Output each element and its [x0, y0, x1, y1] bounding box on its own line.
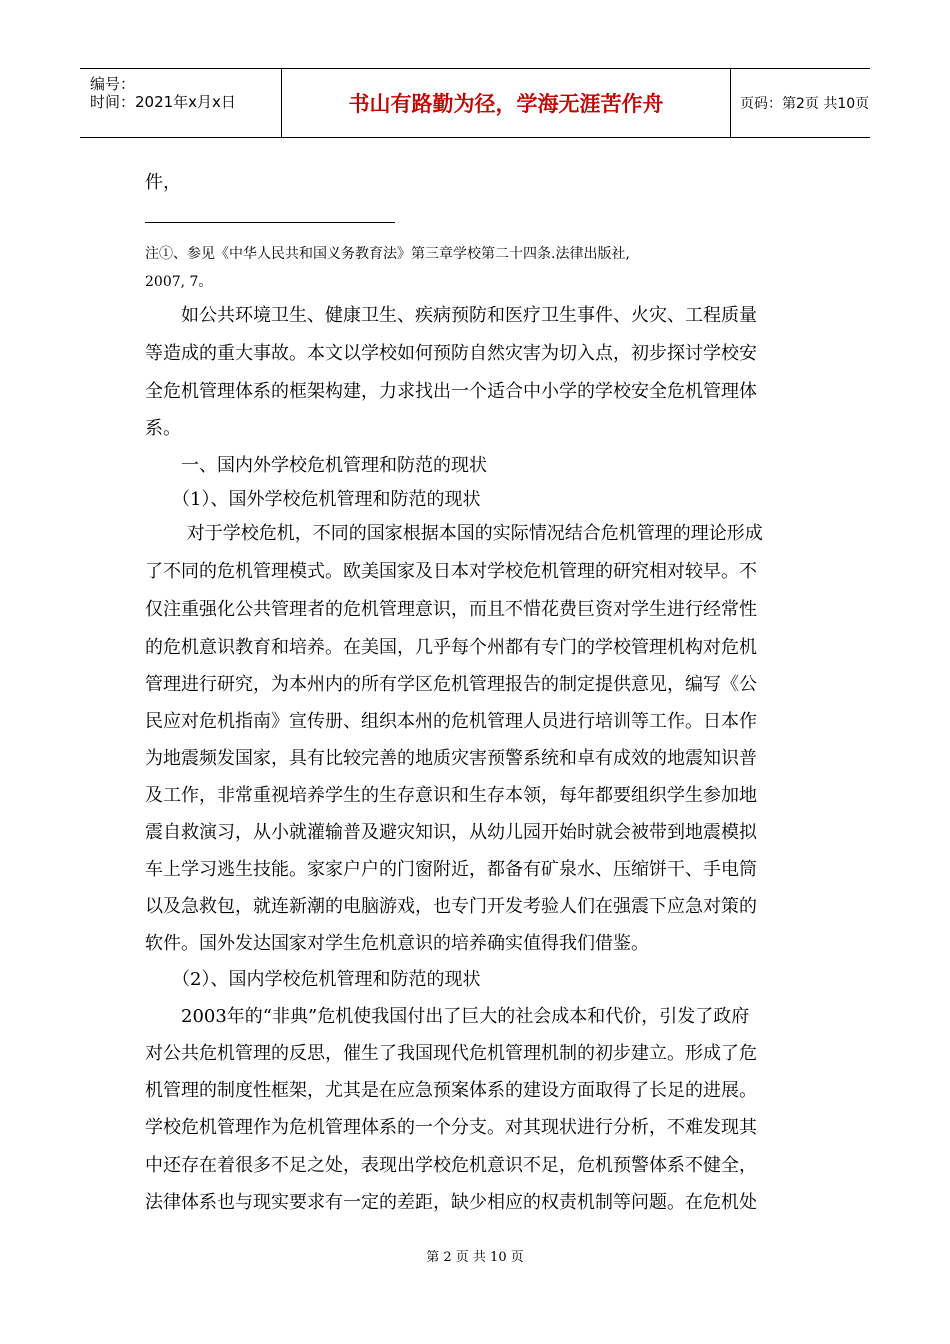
- body-line: 震自救演习，从小就灌输普及避灾知识，从幼儿园开始时就会被带到地震模拟: [145, 822, 757, 843]
- body-line: 系。: [145, 418, 181, 439]
- body-line: 全危机管理体系的框架构建，力求找出一个适合中小学的学校安全危机管理体: [145, 381, 757, 402]
- footnote-line-2: 2007, 7。: [145, 274, 213, 290]
- body-line: 及工作，非常重视培养学生的生存意识和生存本领，每年都要组织学生参加地: [145, 785, 757, 806]
- header-page-info: 页码：第2页 共10页: [740, 96, 870, 112]
- body-line: 了不同的危机管理模式。欧美国家及日本对学校危机管理的研究相对较早。不: [145, 561, 757, 582]
- body-line: 管理进行研究，为本州内的所有学区危机管理报告的制定提供意见，编写《公: [145, 674, 757, 695]
- subsection-heading: （2）、国内学校危机管理和防范的现状: [145, 969, 481, 990]
- body-line: 等造成的重大事故。本文以学校如何预防自然灾害为切入点，初步探讨学校安: [145, 343, 757, 364]
- page-header: [80, 68, 870, 138]
- body-line: 的危机意识教育和培养。在美国，几乎每个州都有专门的学校管理机构对危机: [145, 637, 757, 658]
- body-line: 中还存在着很多不足之处，表现出学校危机意识不足，危机预警体系不健全，: [145, 1155, 757, 1176]
- footnote-divider: [145, 222, 395, 223]
- header-motto: 书山有路勤为径，学海无涯苦作舟: [281, 69, 731, 137]
- body-line: 车上学习逃生技能。家家户户的门窗附近，都备有矿泉水、压缩饼干、手电筒: [145, 859, 757, 880]
- time-label: 时间：2021年x月x日: [90, 93, 236, 111]
- body-line: 学校危机管理作为危机管理体系的一个分支。对其现状进行分析，不难发现其: [145, 1117, 757, 1138]
- body-line: 对于学校危机，不同的国家根据本国的实际情况结合危机管理的理论形成: [145, 523, 763, 544]
- body-line: 以及急救包，就连新潮的电脑游戏，也专门开发考验人们在强震下应急对策的: [145, 896, 757, 917]
- body-line: 法律体系也与现实要求有一定的差距，缺少相应的权责机制等问题。在危机处: [145, 1192, 757, 1213]
- body-line: 仅注重强化公共管理者的危机管理意识，而且不惜花费巨资对学生进行经常性: [145, 599, 757, 620]
- number-label: 编号：: [90, 75, 136, 93]
- subsection-heading: （1）、国外学校危机管理和防范的现状: [145, 489, 481, 510]
- body-line: 对公共危机管理的反思，催生了我国现代危机管理机制的初步建立。形成了危: [145, 1043, 757, 1064]
- section-heading: 一、国内外学校危机管理和防范的现状: [145, 455, 487, 476]
- body-line: 如公共环境卫生、健康卫生、疾病预防和医疗卫生事件、火灾、工程质量: [145, 305, 757, 326]
- header-meta: [80, 69, 280, 137]
- body-line: 为地震频发国家，具有比较完善的地质灾害预警系统和卓有成效的地震知识普: [145, 748, 757, 769]
- footnote-line-1: 注①、参见《中华人民共和国义务教育法》第三章学校第二十四条.法律出版社,: [145, 246, 630, 262]
- continuation-line: 件，: [145, 172, 181, 193]
- body-line: 机管理的制度性框架，尤其是在应急预案体系的建设方面取得了长足的进展。: [145, 1080, 757, 1101]
- page-footer: 第 2 页 共 10 页: [426, 1250, 524, 1265]
- body-line: 软件。国外发达国家对学生危机意识的培养确实值得我们借鉴。: [145, 933, 649, 954]
- body-line: 2003年的“非典”危机使我国付出了巨大的社会成本和代价，引发了政府: [145, 1006, 750, 1027]
- body-line: 民应对危机指南》宣传册、组织本州的危机管理人员进行培训等工作。日本作: [145, 711, 757, 732]
